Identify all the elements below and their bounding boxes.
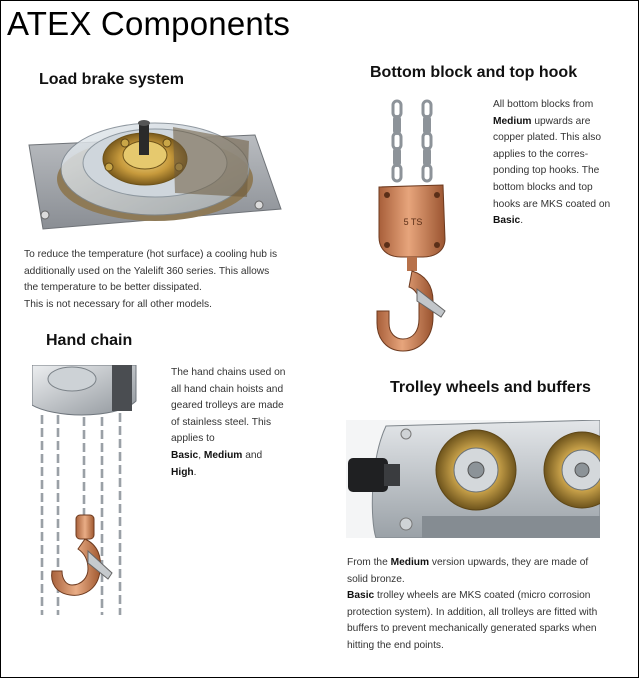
hand-chain-heading: Hand chain	[46, 332, 133, 349]
hand-chain-line	[171, 448, 285, 465]
text-run: and	[242, 449, 263, 461]
trolley-text	[347, 555, 597, 655]
load-brake-text	[24, 247, 277, 313]
trolley-line	[347, 555, 597, 572]
bottom-block-line	[493, 114, 610, 131]
emphasis: Medium	[203, 449, 243, 461]
bottom-block-hook-image	[373, 99, 449, 355]
emphasis: Medium	[390, 557, 430, 568]
hand-chain-line: geared trolleys are made	[171, 400, 284, 412]
bottom-block-heading: Bottom block and top hook	[370, 64, 578, 81]
text-run: version upwards, they are made of	[429, 557, 589, 568]
hand-chain-line: The hand chains used on	[171, 367, 286, 378]
bottom-block-line: bottom blocks and top	[493, 181, 593, 193]
text-run: ,	[198, 449, 204, 461]
bottom-block-line: copper plated. This also	[493, 132, 601, 144]
hand-chain-text	[171, 365, 285, 481]
bottom-block-text	[493, 97, 610, 230]
bottom-block-line: ponding top hooks. The	[493, 165, 600, 177]
emphasis: Basic	[493, 215, 521, 227]
text-run: From the	[347, 557, 391, 568]
bottom-block-line: hooks are MKS coated on	[493, 198, 611, 210]
trolley-line: hitting the end points.	[347, 639, 444, 651]
trolley-heading: Trolley wheels and buffers	[390, 379, 591, 396]
text-run: .	[193, 466, 197, 478]
bottom-block-line: applies to the corres-	[493, 148, 589, 160]
load-brake-line: This is not necessary for all other models.	[24, 298, 212, 310]
page-title: ATEX Components	[7, 5, 291, 42]
trolley-line: solid bronze.	[347, 573, 405, 585]
trolley-line: buffers to prevent mechanically generated sparks when	[347, 623, 597, 635]
hand-chain-image	[32, 365, 137, 622]
load-brake-line: additionally used on the Yalelift 360 series. This allows	[24, 265, 270, 277]
emphasis: High	[171, 466, 194, 478]
trolley-image	[346, 420, 600, 538]
load-brake-line: the temperature to be better dissipated.	[24, 282, 202, 294]
trolley-line: protection system). In addition, all trolleys are fitted with	[347, 606, 598, 618]
hand-chain-line: all hand chain hoists and	[171, 383, 284, 395]
text-run: trolley wheels are MKS coated (micro corrosion	[374, 590, 591, 602]
hook-weight-mark: 5 TS	[403, 217, 423, 227]
emphasis: Basic	[171, 449, 199, 461]
text-run: .	[520, 215, 524, 227]
emphasis: Medium	[493, 115, 532, 127]
bottom-block-line	[493, 213, 610, 230]
emphasis: Basic	[347, 590, 375, 602]
hand-chain-line: applies to	[171, 433, 215, 445]
load-brake-line: To reduce the temperature (hot surface) a cooling hub is	[24, 249, 278, 260]
trolley-line	[347, 588, 597, 605]
bottom-block-line: All bottom blocks from	[493, 99, 594, 110]
hand-chain-line	[171, 465, 285, 482]
load-brake-image	[23, 97, 285, 235]
load-brake-heading: Load brake system	[39, 71, 184, 88]
text-run: upwards are	[531, 115, 591, 127]
hand-chain-line: of stainless steel. This	[171, 416, 272, 428]
